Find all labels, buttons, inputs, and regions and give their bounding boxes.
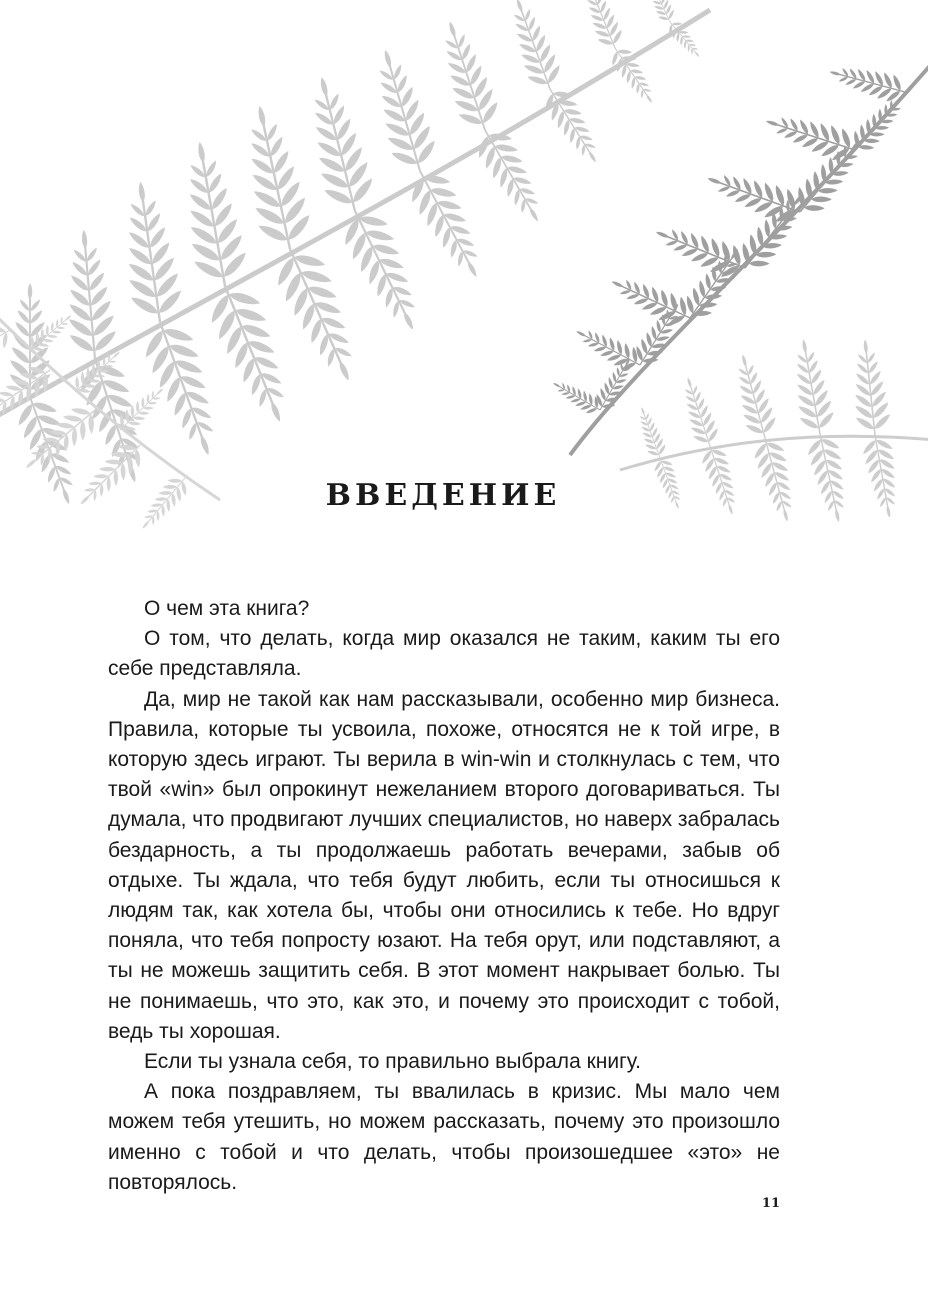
paragraph: А пока поздравляем, ты ввалилась в кризис. Мы мало чем можем тебя утешить, но можем рассказать, почему это произошло именно с тобой и что делать, чтобы произошедшее «это» не повторялось. bbox=[108, 1080, 780, 1194]
fern-frond-large bbox=[0, 0, 710, 511]
paragraph: Да, мир не такой как нам рассказывали, особенно мир бизнеса. Правила, которые ты усвоила, похоже, относятся не к той игре, в которую здесь играют. Ты верила в win-win и столкнулась с тем, что твой «win» был опрокинут нежеланием второго договариваться. Ты думала, что продвигают лучших специалистов, но наверх забралась бездарность, а ты продолжаешь работать вечерами, забыв об отдыхе. Ты ждала, что тебя будут любить, если ты относишься к людям так, как хотела бы, чтобы они относились к тебе. Но вдруг поняла, что тебя попросту юзают. На тебя орут, или подставляют, а ты не можешь защитить себя. В этот момент накрывает болью. Ты не понимаешь, что это, как это, и почему это происходит с тобой, ведь ты хорошая. bbox=[108, 687, 780, 1043]
chapter-body bbox=[108, 594, 780, 1198]
page-number: 11 bbox=[761, 1196, 780, 1211]
paragraph: О чем эта книга? bbox=[144, 597, 310, 620]
paragraph: Если ты узнала себя, то правильно выбрала книгу. bbox=[144, 1050, 641, 1074]
chapter-title: ВВЕДЕНИЕ bbox=[325, 478, 561, 513]
paragraph: О том, что делать, когда мир оказался не таким, каким ты его себе представляла. bbox=[108, 627, 780, 681]
